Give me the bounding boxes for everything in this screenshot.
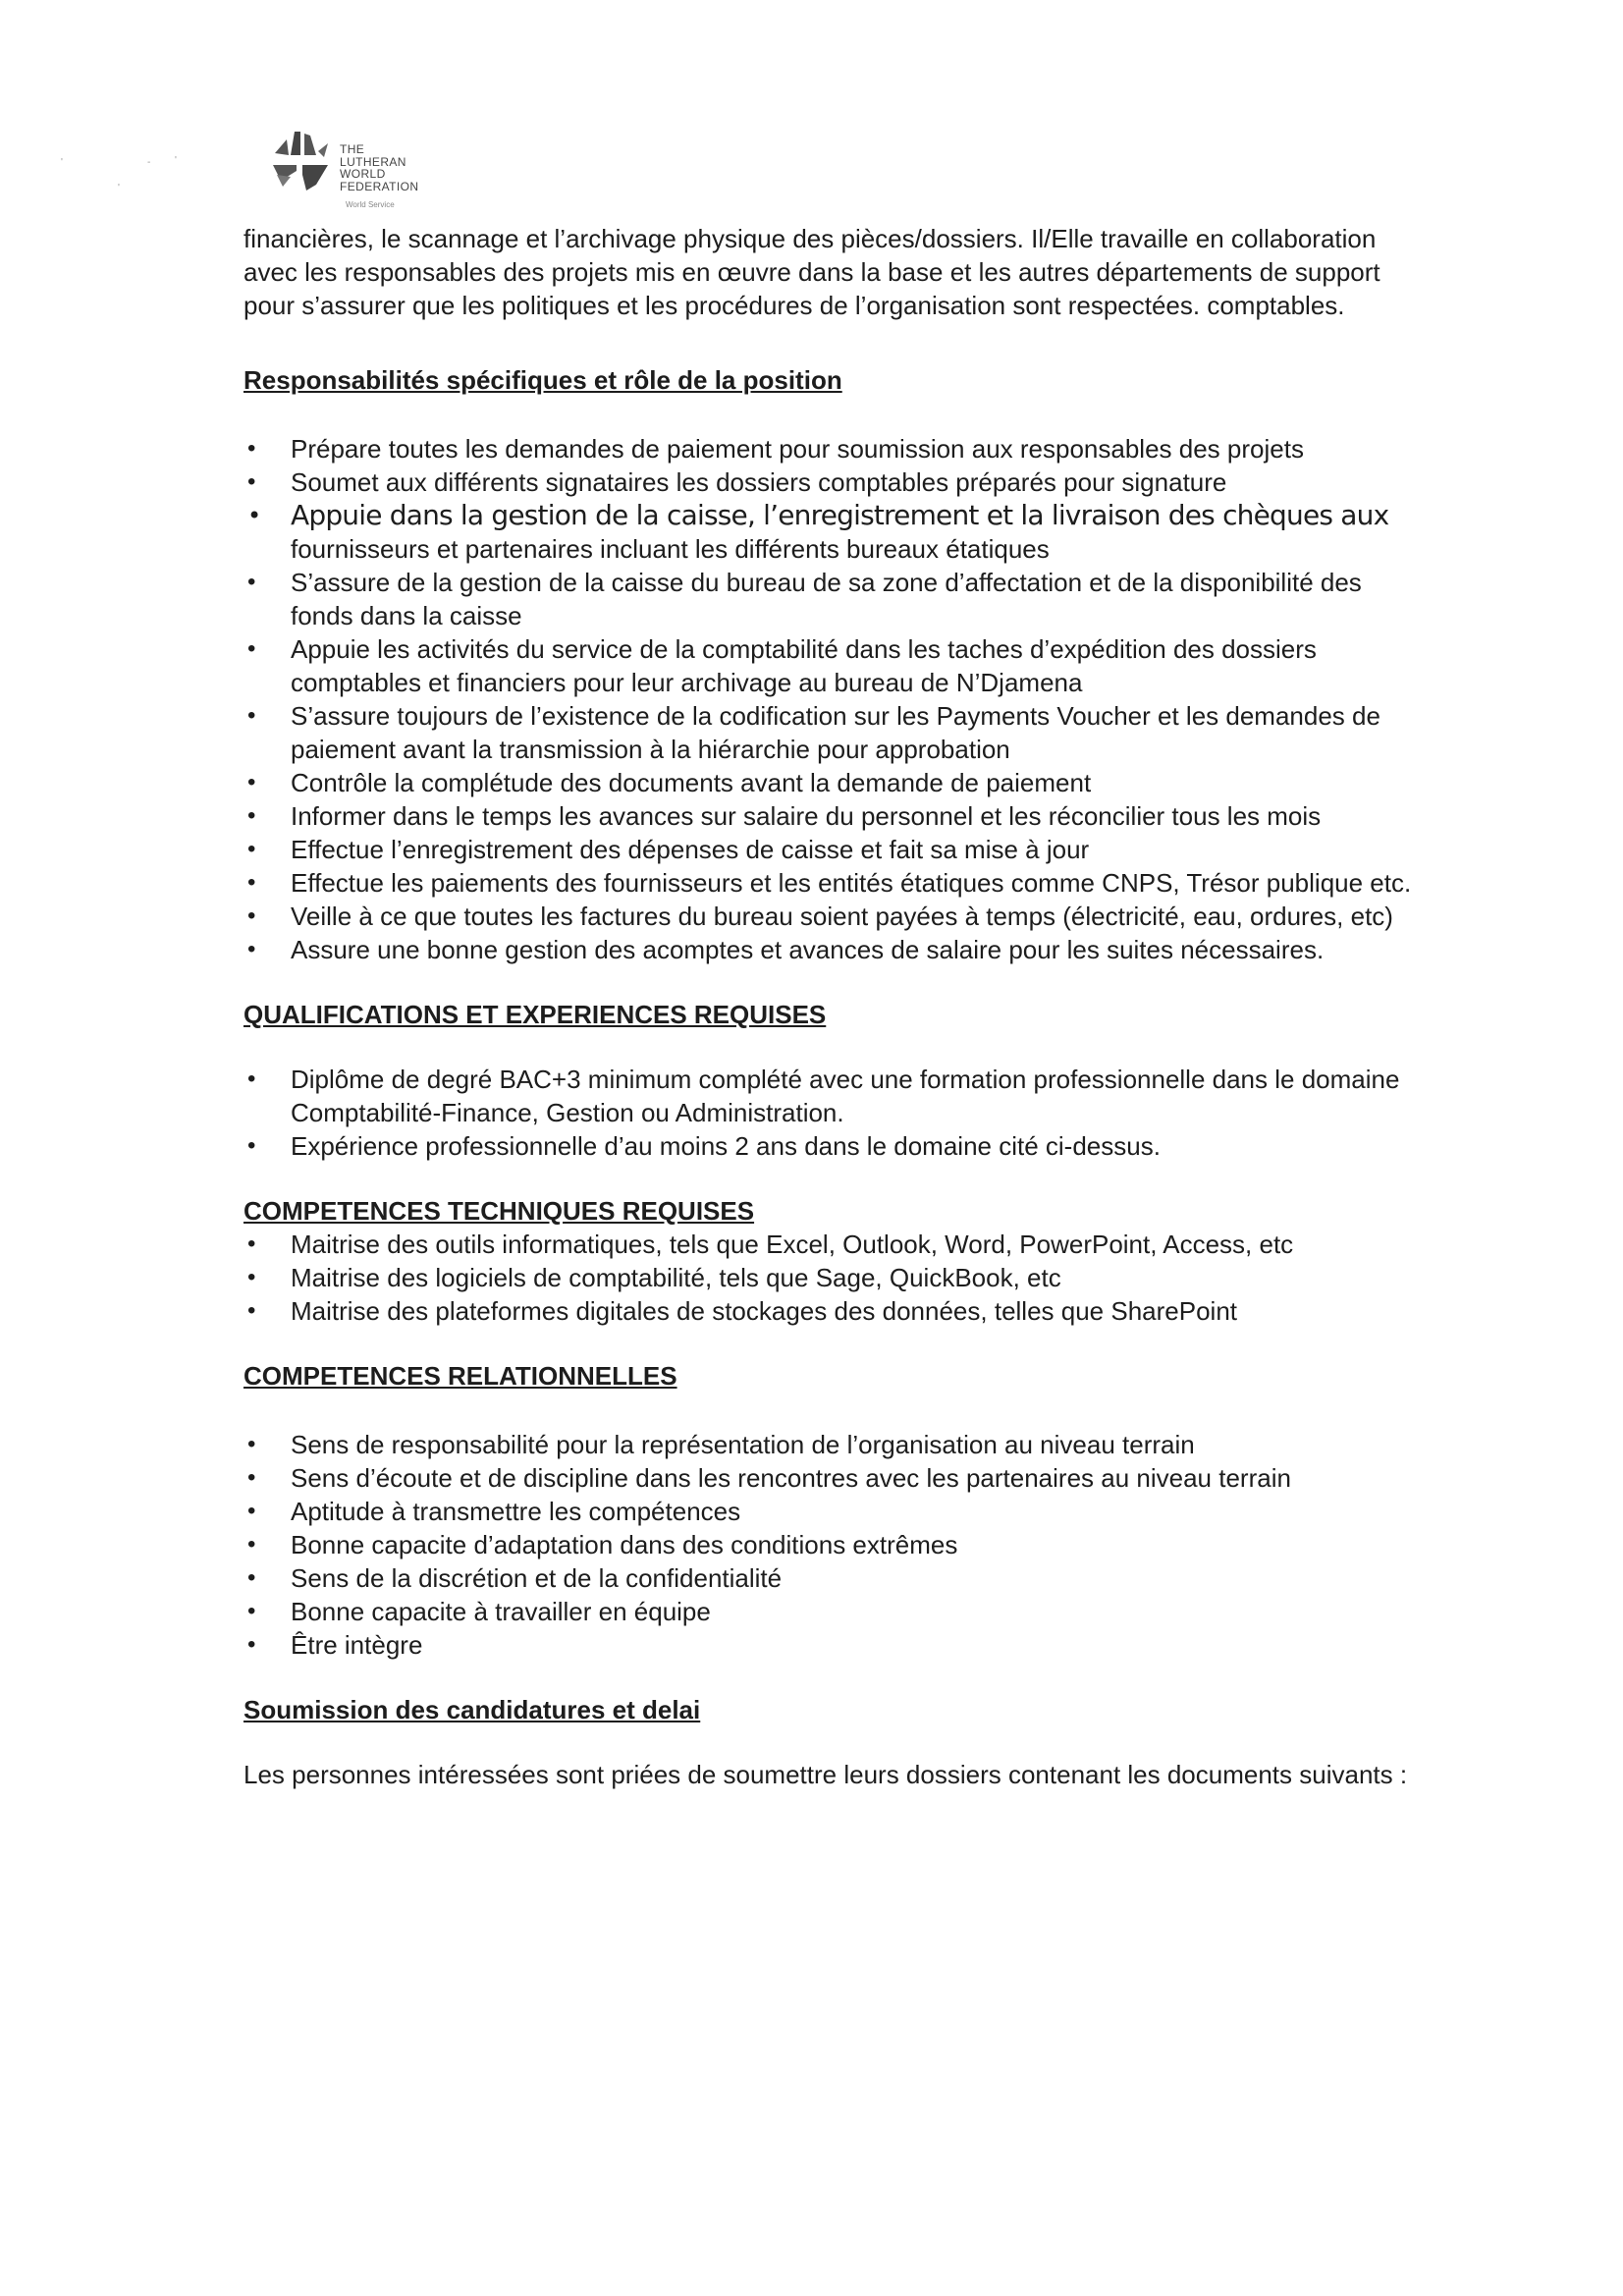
- list-item: • Maitrise des logiciels de comptabilité, tels que Sage, QuickBook, etc: [243, 1261, 1422, 1294]
- list-item: • Contrôle la complétude des documents avant la demande de paiement: [243, 766, 1422, 799]
- section-title-relationnelles: COMPETENCES RELATIONNELLES: [243, 1361, 677, 1391]
- list-item: • S’assure de la gestion de la caisse du bureau de sa zone d’affectation et de la disponibilité des fonds dans la caisse: [243, 566, 1422, 632]
- list-item: • Informer dans le temps les avances sur salaire du personnel et les réconcilier tous les mois: [243, 799, 1422, 833]
- section-title-soumission: Soumission des candidatures et delai: [243, 1695, 701, 1724]
- soumission-paragraph: Les personnes intéressées sont priées de soumettre leurs dossiers contenant les documents suivants :: [243, 1760, 1408, 1789]
- list-item: • Être intègre: [243, 1628, 1422, 1662]
- techniques-list: [243, 1228, 1422, 1328]
- list-item: • Aptitude à transmettre les compétences: [243, 1495, 1422, 1528]
- list-item: • S’assure toujours de l’existence de la codification sur les Payments Voucher et les demandes de paiement avant la transmission à la hiérarchie pour approbation: [243, 699, 1422, 766]
- organization-logo: [267, 126, 434, 214]
- relationnelles-list: [243, 1428, 1422, 1662]
- list-item: • Maitrise des plateformes digitales de stockages des données, telles que SharePoint: [243, 1294, 1422, 1328]
- logo-subtitle: World Service: [346, 200, 395, 209]
- list-item: • Bonne capacite d’adaptation dans des conditions extrêmes: [243, 1528, 1422, 1561]
- section-title-responsabilites: Responsabilités spécifiques et rôle de la position: [243, 365, 842, 395]
- scan-speck: ': [118, 183, 120, 193]
- list-item: • Prépare toutes les demandes de paiement pour soumission aux responsables des projets: [243, 432, 1422, 465]
- list-item: [243, 499, 1422, 566]
- responsabilites-list: [243, 432, 1422, 966]
- list-item: • Soumet aux différents signataires les dossiers comptables préparés pour signature: [243, 465, 1422, 499]
- lwf-cross-hands-icon: [267, 126, 332, 194]
- list-item: • Expérience professionnelle d’au moins 2 ans dans le domaine cité ci-dessus.: [243, 1129, 1422, 1163]
- document-body: [243, 222, 1422, 1791]
- list-item: • Effectue l’enregistrement des dépenses de caisse et fait sa mise à jour: [243, 833, 1422, 866]
- list-item: • Sens d’écoute et de discipline dans les rencontres avec les partenaires au niveau terrain: [243, 1461, 1422, 1495]
- section-title-qualifications: QUALIFICATIONS ET EXPERIENCES REQUISES: [243, 1000, 827, 1029]
- scan-speck: -: [147, 157, 151, 168]
- list-item: • Bonne capacite à travailler en équipe: [243, 1595, 1422, 1628]
- scan-speck: ': [175, 155, 177, 166]
- list-item: • Sens de la discrétion et de la confidentialité: [243, 1561, 1422, 1595]
- list-item: • Assure une bonne gestion des acomptes et avances de salaire pour les suites nécessaires.: [243, 933, 1422, 966]
- list-item-text-continued: fournisseurs et partenaires incluant les différents bureaux étatiques: [291, 534, 1050, 564]
- list-item: • Veille à ce que toutes les factures du bureau soient payées à temps (électricité, eau, ordures, etc): [243, 900, 1422, 933]
- logo-text: THE LUTHERAN WORLD FEDERATION: [340, 142, 419, 193]
- scan-speck: ': [61, 157, 63, 168]
- list-item: • Effectue les paiements des fournisseurs et les entités étatiques comme CNPS, Trésor publique etc.: [243, 866, 1422, 900]
- qualifications-list: [243, 1063, 1422, 1163]
- section-title-techniques: COMPETENCES TECHNIQUES REQUISES: [243, 1196, 755, 1226]
- list-item: • Maitrise des outils informatiques, tels que Excel, Outlook, Word, PowerPoint, Access, etc: [243, 1228, 1422, 1261]
- list-item: • Sens de responsabilité pour la représentation de l’organisation au niveau terrain: [243, 1428, 1422, 1461]
- list-item-text: Appuie dans la gestion de la caisse, l’enregistrement et la livraison des chèques aux: [291, 499, 1389, 531]
- list-item: • Diplôme de degré BAC+3 minimum complété avec une formation professionnelle dans le domaine Comptabilité-Finance, Gestion ou Administration.: [243, 1063, 1422, 1129]
- intro-paragraph: financières, le scannage et l’archivage physique des pièces/dossiers. Il/Elle travaille en collaboration avec les responsables des projets mis en œuvre dans la base et les autres départements de support pour s’assurer que les politiques et les procédures de l’organisation sont respectées. comptables.: [243, 224, 1380, 320]
- list-item: • Appuie les activités du service de la comptabilité dans les taches d’expédition des dossiers comptables et financiers pour leur archivage au bureau de N’Djamena: [243, 632, 1422, 699]
